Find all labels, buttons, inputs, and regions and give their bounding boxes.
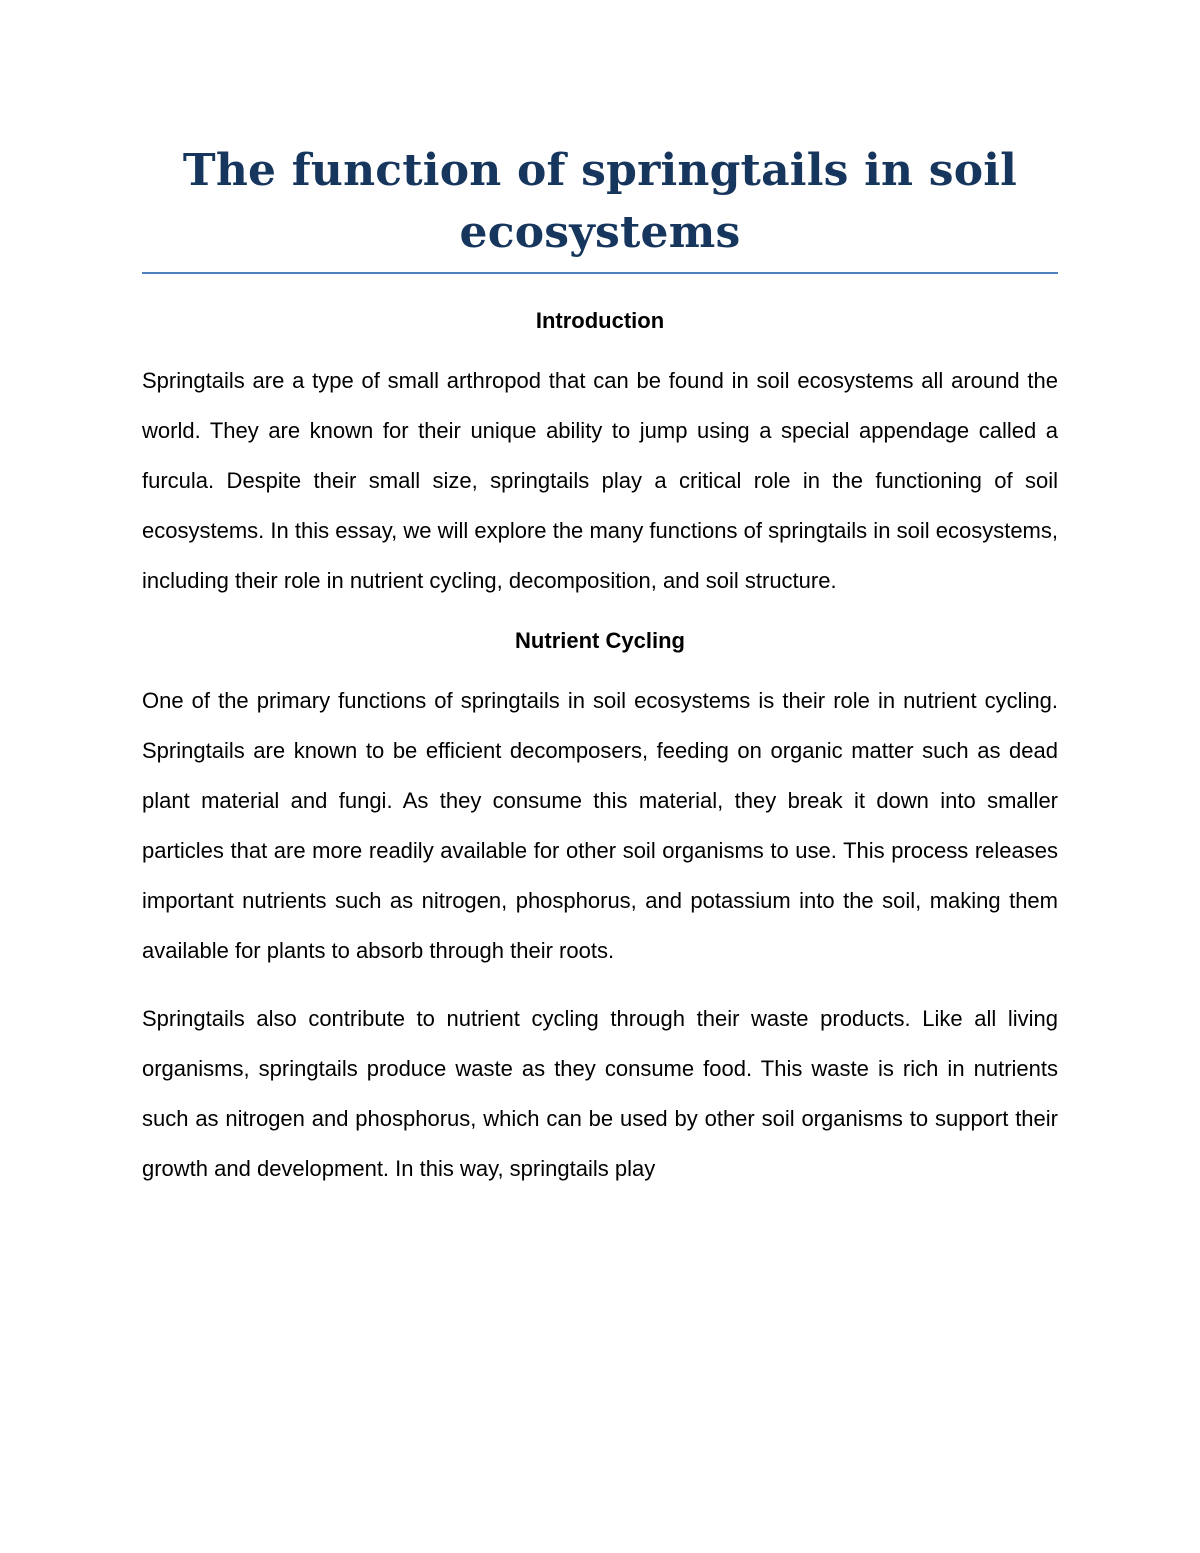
paragraph-introduction: Springtails are a type of small arthropod that can be found in soil ecosystems all around the world. They are known for their unique ability to jump using a special appendage called a furcula. Despite their small size, springtails play a critical role in the functioning of soil ecosystems. In this essay, we will explore the many functions of springtails in soil ecosystems, including their role in nutrient cycling, decomposition, and soil structure. [142, 368, 1058, 593]
document-title: The function of springtails in soil ecosystems [182, 145, 1018, 258]
title-underline [142, 272, 1058, 274]
section-heading-introduction: Introduction [535, 308, 665, 333]
section-heading-nutrient-cycling: Nutrient Cycling [515, 628, 685, 653]
paragraph-nutrient-cycling-2: Springtails also contribute to nutrient cycling through their waste products. Like all living organisms, springtails produce waste as they consume food. This waste is rich in nutrients such as nitrogen and phosphorus, which can be used by other soil organisms to support their growth and development. In this way, springtails play [142, 1006, 1058, 1181]
paragraph-nutrient-cycling-1: One of the primary functions of springtails in soil ecosystems is their role in nutrient cycling. Springtails are known to be efficient decomposers, feeding on organic matter such as dead plant material and fungi. As they consume this material, they break it down into smaller particles that are more readily available for other soil organisms to use. This process releases important nutrients such as nitrogen, phosphorus, and potassium into the soil, making them available for plants to absorb through their roots. [142, 688, 1058, 963]
document-body [142, 140, 1058, 1194]
